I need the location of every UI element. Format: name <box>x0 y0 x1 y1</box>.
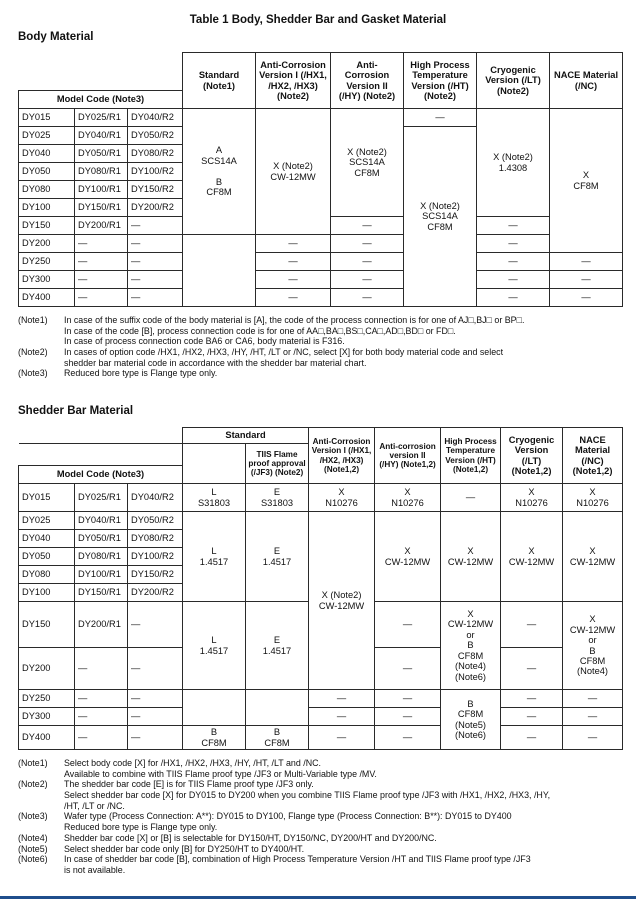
model-cell: DY080/R2 <box>128 530 183 548</box>
model-cell: DY080/R1 <box>75 548 128 566</box>
note-id: (Note1) <box>18 315 48 325</box>
anti-corrosion-2-main: X (Note2) SCS14A CF8M <box>331 109 404 217</box>
note-text: Select shedder bar code only [B] for DY250/HT to DY400/HT. <box>64 843 305 854</box>
model-cell: DY300 <box>19 708 75 726</box>
anti-corrosion-1-dash: — <box>256 253 331 271</box>
cryogenic-dash: — <box>477 217 550 235</box>
model-cell: DY150/R1 <box>75 199 128 217</box>
nace-dash: — <box>563 708 623 726</box>
anti-corrosion-2-dash: — <box>331 289 404 307</box>
cryogenic-dash: — <box>501 726 563 750</box>
model-cell: — <box>75 253 128 271</box>
note-id: (Note3) <box>18 368 48 379</box>
model-cell: DY040 <box>19 145 75 163</box>
nace-dash: — <box>563 690 623 708</box>
model-cell: DY200 <box>19 648 75 690</box>
note-text: In cases of option code /HX1, /HX2, /HX3, /HY, /HT, /LT or /NC, select [X] for both body material code and select shedder bar material code in accordance with the shedder bar material chart. <box>64 347 504 368</box>
model-cell: DY100/R1 <box>75 566 128 584</box>
model-cell: DY100/R1 <box>75 181 128 199</box>
model-cell: — <box>128 726 183 750</box>
standard-mid: L 1.4517 <box>183 512 246 602</box>
shedder-bar-notes <box>18 758 622 876</box>
model-cell: DY050/R1 <box>75 145 128 163</box>
shedder-bar-title: Shedder Bar Material <box>18 405 134 417</box>
cryogenic-dash: — <box>477 271 550 289</box>
note-text: In case of shedder bar code [B], combination of High Process Temperature Version /HT and TIIS Flame proof type /JF3 is not available. <box>64 854 531 875</box>
anti-corrosion-1-main: X (Note2) CW-12MW <box>256 109 331 235</box>
model-cell: — <box>128 217 183 235</box>
model-cell: DY100/R2 <box>128 548 183 566</box>
model-cell: DY015 <box>19 484 75 512</box>
note-item <box>18 758 622 779</box>
header-blank <box>19 428 183 444</box>
body-material-title: Body Material <box>18 31 94 43</box>
model-cell: — <box>128 253 183 271</box>
model-cell: DY400 <box>19 289 75 307</box>
anti-corrosion-1-dash: — <box>309 726 375 750</box>
model-cell: DY250 <box>19 690 75 708</box>
model-cell: — <box>75 648 128 690</box>
note-text: In case of the suffix code of the body material is [A], the code of the process connection is for one of AJ□,BJ□ or BP□. In case of the code [B], process connection code is for one of AA□,BA□,BS□,CA□,AD□,BD□ or FD□. In case of process connection code BA6 or CA6, body material is F316. <box>64 315 525 347</box>
nace-dash: — <box>550 253 623 271</box>
model-cell: DY200/R2 <box>128 199 183 217</box>
model-cell: DY250 <box>19 253 75 271</box>
tiis-blank <box>246 690 309 726</box>
model-cell: DY025/R1 <box>75 109 128 127</box>
model-cell: DY050 <box>19 548 75 566</box>
anti-corrosion-1-dash: — <box>256 289 331 307</box>
model-cell: DY080 <box>19 566 75 584</box>
col-anti-corrosion-1: Anti-Corrosion Version I (/HX1, /HX2, /HX3) (Note2) <box>256 53 331 109</box>
model-cell: DY150/R2 <box>128 181 183 199</box>
note-id: (Note3) <box>18 811 48 822</box>
standard-sub-blank <box>183 444 246 484</box>
model-cell: DY015 <box>19 109 75 127</box>
col-anti-corrosion-1: Anti-Corrosion Version I (/HX1, /HX2, /HX3) (Note1,2) <box>309 428 375 484</box>
model-cell: DY040/R2 <box>128 484 183 512</box>
cryogenic-dash: — <box>501 648 563 690</box>
model-cell: — <box>128 235 183 253</box>
model-cell: — <box>75 690 128 708</box>
note-item <box>18 347 622 368</box>
col-tiis: TIIS Flame proof approval (/JF3) (Note2) <box>246 444 309 484</box>
tiis-low: E 1.4517 <box>246 602 309 690</box>
model-cell: DY100 <box>19 584 75 602</box>
anti-corrosion-2-dash: — <box>331 235 404 253</box>
header-blank <box>19 444 183 466</box>
model-cell: DY200/R2 <box>128 584 183 602</box>
col-standard: Standard (Note1) <box>183 53 256 109</box>
model-cell: DY150 <box>19 602 75 648</box>
model-cell: DY080/R2 <box>128 145 183 163</box>
standard-main: A SCS14A B CF8M <box>183 109 256 235</box>
model-cell: DY080 <box>19 181 75 199</box>
anti-corrosion-2-dash: — <box>331 253 404 271</box>
note-id: (Note2) <box>18 347 48 358</box>
note-text: The shedder bar code [E] is for TIIS Flame proof type /JF3 only. Select shedder bar code [X] for DY015 to DY200 when you combine TIIS Flame proof type /JF3 with /HX1, /HX2, /HX3, /HY, /HT, /LT or /NC. <box>64 779 551 811</box>
anti-corrosion-2-dash: — <box>375 602 441 648</box>
note-item <box>18 811 622 832</box>
model-cell: DY025 <box>19 512 75 530</box>
note-id: (Note4) <box>18 832 48 843</box>
note-item <box>18 368 622 379</box>
standard-dy400: B CF8M <box>183 726 246 750</box>
model-cell: — <box>75 271 128 289</box>
anti-corrosion-1-mid: X (Note2) CW-12MW <box>309 512 375 690</box>
model-cell: DY025 <box>19 127 75 145</box>
model-cell: DY300 <box>19 271 75 289</box>
model-cell: — <box>128 289 183 307</box>
col-standard: Standard <box>183 428 309 444</box>
model-cell: DY200/R1 <box>75 602 128 648</box>
cryogenic-dash: — <box>477 289 550 307</box>
note-text: Reduced bore type is Flange type only. <box>64 368 218 379</box>
col-nace: NACE Material (/NC) (Note1,2) <box>563 428 623 484</box>
anti-corrosion-1-dash: — <box>309 690 375 708</box>
body-material-table <box>18 52 623 307</box>
model-cell: DY050/R2 <box>128 127 183 145</box>
note-text: Wafer type (Process Connection: A**): DY015 to DY100, Flange type (Process Connection: B**): DY015 to DY400 Reduced bore type is Flange type only. <box>64 811 512 833</box>
note-text: Select body code [X] for /HX1, /HX2, /HX3, /HY, /HT, /LT and /NC. Available to combine with TIIS Flame proof type /JF3 or Multi-Variable type /MV. <box>64 758 377 779</box>
model-cell: DY050/R2 <box>128 512 183 530</box>
note-id: (Note2) <box>18 779 48 790</box>
standard-dy015: L S31803 <box>183 484 246 512</box>
anti-corrosion-1-dy015: X N10276 <box>309 484 375 512</box>
col-nace: NACE Material (/NC) <box>550 53 623 109</box>
model-cell: DY040/R1 <box>75 127 128 145</box>
model-cell: DY150/R2 <box>128 566 183 584</box>
col-high-temp: High Process Temperature Version (/HT) (Note1,2) <box>441 428 501 484</box>
nace-dy015: X N10276 <box>563 484 623 512</box>
shedder-bar-table <box>18 427 623 750</box>
high-temp-low: X CW-12MW or B CF8M (Note4) (Note6) <box>441 602 501 690</box>
cryogenic-dash: — <box>501 708 563 726</box>
model-cell: DY040/R2 <box>128 109 183 127</box>
model-cell: — <box>128 690 183 708</box>
model-cell: — <box>75 726 128 750</box>
nace-main: X CF8M <box>550 109 623 253</box>
model-cell: DY150 <box>19 217 75 235</box>
nace-mid: X CW-12MW <box>563 512 623 602</box>
tiis-mid: E 1.4517 <box>246 512 309 602</box>
model-code-header: Model Code (Note3) <box>19 466 183 484</box>
anti-corrosion-2-dash: — <box>375 726 441 750</box>
tiis-dy015: E S31803 <box>246 484 309 512</box>
cryogenic-dash: — <box>501 690 563 708</box>
note-item <box>18 315 622 347</box>
standard-blank <box>183 235 256 307</box>
anti-corrosion-2-dash: — <box>331 271 404 289</box>
high-temp-first: — <box>404 109 477 127</box>
high-temp-mid: X CW-12MW <box>441 512 501 602</box>
model-cell: DY050 <box>19 163 75 181</box>
model-cell: DY100/R2 <box>128 163 183 181</box>
model-cell: — <box>75 708 128 726</box>
model-cell: DY200 <box>19 235 75 253</box>
model-cell: DY040 <box>19 530 75 548</box>
nace-low: X CW-12MW or B CF8M (Note4) <box>563 602 623 690</box>
anti-corrosion-2-dash: — <box>375 708 441 726</box>
anti-corrosion-1-dash: — <box>256 235 331 253</box>
nace-dash: — <box>550 271 623 289</box>
cryogenic-mid: X CW-12MW <box>501 512 563 602</box>
model-cell: — <box>128 648 183 690</box>
bottom-rule <box>0 896 636 899</box>
header-blank <box>19 53 183 91</box>
model-cell: DY150/R1 <box>75 584 128 602</box>
model-cell: DY200/R1 <box>75 217 128 235</box>
model-cell: DY080/R1 <box>75 163 128 181</box>
note-id: (Note5) <box>18 843 48 854</box>
cryogenic-dash: — <box>477 253 550 271</box>
nace-dash: — <box>563 726 623 750</box>
note-item <box>18 833 622 844</box>
cryogenic-dash: — <box>501 602 563 648</box>
high-temp-b: B CF8M (Note5) (Note6) <box>441 690 501 750</box>
col-cryogenic: Cryogenic Version (/LT) (Note1,2) <box>501 428 563 484</box>
col-high-temp: High Process Temperature Version (/HT) (Note2) <box>404 53 477 109</box>
anti-corrosion-2-mid: X CW-12MW <box>375 512 441 602</box>
cryogenic-dash: — <box>477 235 550 253</box>
note-item <box>18 844 622 855</box>
cryogenic-main: X (Note2) 1.4308 <box>477 109 550 217</box>
note-id: (Note1) <box>18 758 48 768</box>
model-cell: DY025/R1 <box>75 484 128 512</box>
anti-corrosion-1-dash: — <box>309 708 375 726</box>
note-id: (Note6) <box>18 854 48 865</box>
cryogenic-dy015: X N10276 <box>501 484 563 512</box>
model-cell: — <box>75 235 128 253</box>
model-cell: DY040/R1 <box>75 512 128 530</box>
anti-corrosion-2-dash: — <box>375 690 441 708</box>
model-code-header: Model Code (Note3) <box>19 91 183 109</box>
model-cell: DY050/R1 <box>75 530 128 548</box>
standard-blank <box>183 690 246 726</box>
standard-low: L 1.4517 <box>183 602 246 690</box>
anti-corrosion-1-dash: — <box>256 271 331 289</box>
model-cell: DY100 <box>19 199 75 217</box>
anti-corrosion-2-dash: — <box>375 648 441 690</box>
table-title: Table 1 Body, Shedder Bar and Gasket Material <box>189 14 447 26</box>
model-cell: — <box>75 289 128 307</box>
model-cell: — <box>128 271 183 289</box>
body-material-notes <box>18 315 622 379</box>
col-anti-corrosion-2: Anti- Corrosion Version II (/HY) (Note2) <box>331 53 404 109</box>
anti-corrosion-2-dy015: X N10276 <box>375 484 441 512</box>
col-cryogenic: Cryogenic Version (/LT) (Note2) <box>477 53 550 109</box>
note-text: Shedder bar code [X] or [B] is selectable for DY150/HT, DY150/NC, DY200/HT and DY200/NC. <box>64 832 437 843</box>
model-cell: — <box>128 708 183 726</box>
note-item <box>18 779 622 811</box>
nace-dash: — <box>550 289 623 307</box>
high-temp-dy015: — <box>441 484 501 512</box>
model-cell: — <box>128 602 183 648</box>
high-temp-main: X (Note2) SCS14A CF8M <box>404 127 477 307</box>
anti-corrosion-2-dash: — <box>331 217 404 235</box>
col-anti-corrosion-2: Anti-corrosion version II (/HY) (Note1,2) <box>375 428 441 484</box>
note-item <box>18 854 622 875</box>
model-cell: DY400 <box>19 726 75 750</box>
tiis-dy400: B CF8M <box>246 726 309 750</box>
